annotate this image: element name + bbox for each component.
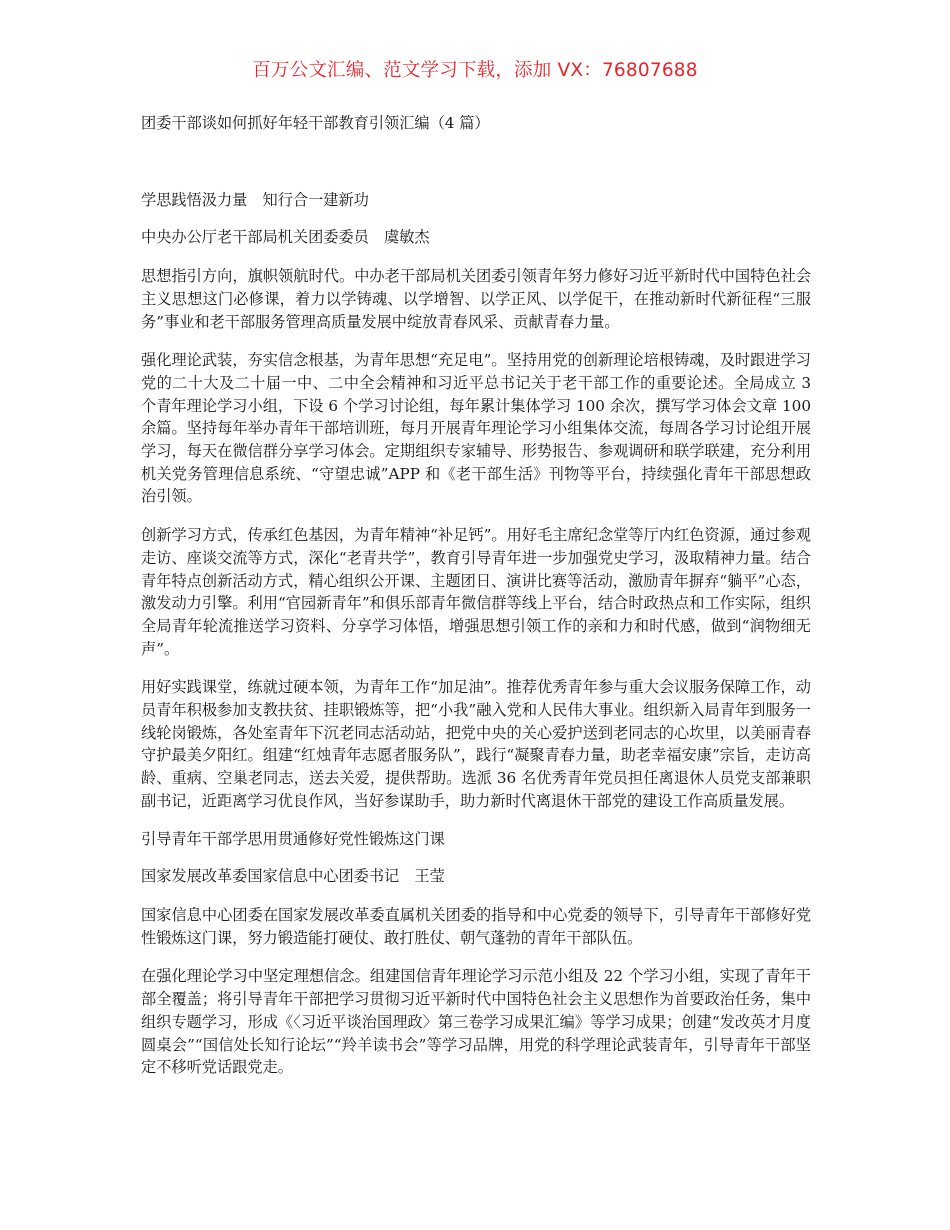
article-1-paragraph: 强化理论武装，夯实信念根基，为青年思想“充足电”。坚持用党的创新理论培根铸魂，及时跟进学习党的二十大及二十届一中、二中全会精神和习近平总书记关于老干部工作的重要论述。全局成立 3 个青年理论学习小组，下设 6 个学习讨论组，每年累计集体学习 100 余次，撰写学习体会文章 100 余篇。坚持每年举办青年干部培训班，每月开展青年理论学习小组集体交流，每周各学习讨论组开展学习，每天在微信群分享学习体会。定期组织专家辅导、形势报告、参观调研和联学联建，充分利用机关党务管理信息系统、“守望忠诚”APP 和《老干部生活》刊物等平台，持续强化青年干部思想政治引领。: [141, 351, 816, 506]
promo-banner: 百万公文汇编、范文学习下载，添加 VX：76807688: [252, 60, 698, 81]
article-1-paragraph: 用好实践课堂，练就过硬本领，为青年工作“加足油”。推荐优秀青年参与重大会议服务保障工作，动员青年积极参加支教扶贫、挂职锻炼等，把“小我”融入党和人民伟大事业。组织新入局青年到服务一线轮岗锻炼，各处室青年下沉老同志活动站，把党中央的关心爱护送到老同志的心坎里，以美丽青春守护最美夕阳红。组建“红烛青年志愿者服务队”，践行“凝聚青春力量，助老幸福安康”宗旨，走访高龄、重病、空巢老同志，送去关爱，提供帮助。选派 36 名优秀青年党员担任离退休人员党支部兼职副书记，近距离学习优良作风，当好参谋助手，助力新时代离退休干部党的建设工作高质量发展。: [141, 678, 811, 810]
article-1-author: 中央办公厅老干部局机关团委委员 虞敏杰: [141, 228, 430, 247]
document-body: [141, 112, 816, 1079]
article-1-title: 学思践悟汲力量 知行合一建新功: [141, 190, 369, 209]
article-1-paragraph: 思想指引方向，旗帜领航时代。中办老干部局机关团委引领青年努力修好习近平新时代中国特色社会主义思想这门必修课，着力以学铸魂、以学增智、以学正风、以学促干，在推动新时代新征程“三服务”事业和老干部服务管理高质量发展中绽放青春风采、贡献青春力量。: [141, 267, 811, 331]
article-2-paragraph: 在强化理论学习中坚定理想信念。组建国信青年理论学习示范小组及 22 个学习小组，实现了青年干部全覆盖；将引导青年干部把学习贯彻习近平新时代中国特色社会主义思想作为首要政治任务，集中组织专题学习，形成《〈习近平谈治国理政〉第三卷学习成果汇编》等学习成果；创建“发改英才月度圆桌会”“国信处长知行论坛”“羚羊读书会”等学习品牌，用党的科学理论武装青年，引导青年干部坚定不移听党话跟党走。: [141, 967, 811, 1077]
article-2-paragraph: 国家信息中心团委在国家发展改革委直属机关团委的指导和中心党委的领导下，引导青年干部修好党性锻炼这门课，努力锻造能打硬仗、敢打胜仗、朝气蓬勃的青年干部队伍。: [141, 905, 811, 947]
article-2-author: 国家发展改革委国家信息中心团委书记 王莹: [141, 867, 445, 886]
article-1-paragraph: 创新学习方式，传承红色基因，为青年精神“补足钙”。用好毛主席纪念堂等厅内红色资源，通过参观走访、座谈交流等方式，深化“老青共学”，教育引导青年进一步加强党史学习，汲取精神力量。结合青年特点创新活动方式，精心组织公开课、主题团日、演讲比赛等活动，激励青年摒弃“躺平”心态，激发动力引擎。利用“官园新青年”和俱乐部青年微信群等线上平台，结合时政热点和工作实际，组织全局青年轮流推送学习资料、分享学习体悟，增强思想引领工作的亲和力和时代感，做到“润物细无声”。: [141, 526, 811, 658]
document-title: 团委干部谈如何抓好年轻干部教育引领汇编（4 篇）: [141, 114, 490, 132]
article-2-title: 引导青年干部学思用贯通修好党性锻炼这门课: [141, 829, 445, 848]
